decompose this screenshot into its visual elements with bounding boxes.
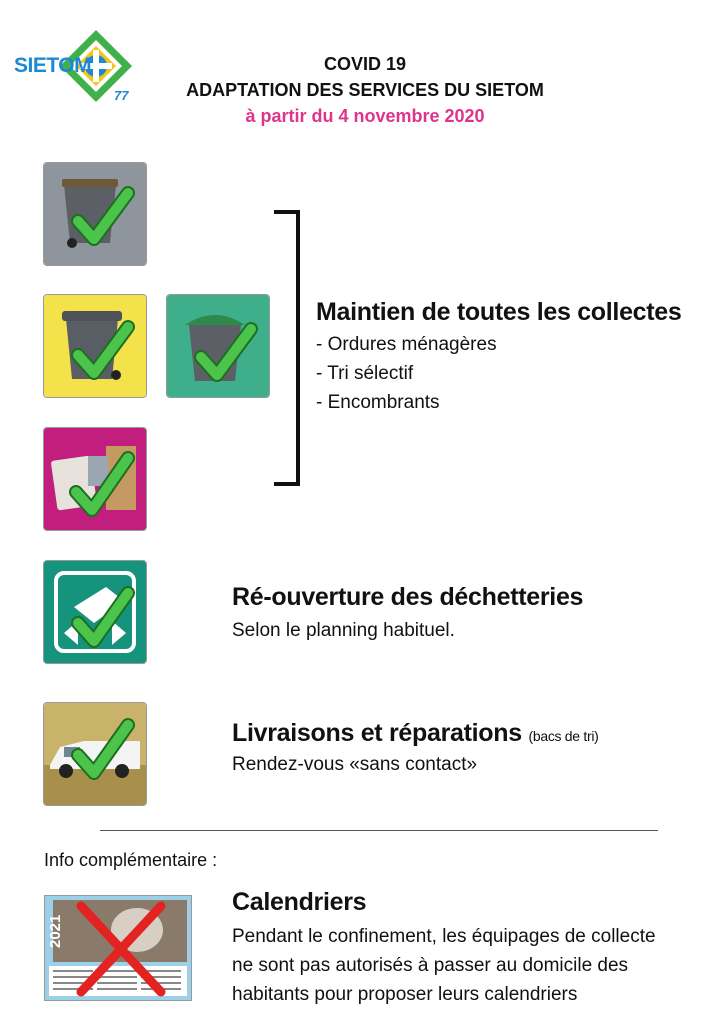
- header-line-1: COVID 19: [323, 54, 407, 74]
- decheterie-tile: [43, 560, 147, 664]
- livraisons-title: [232, 719, 599, 748]
- calendar-crossed-icon: [45, 896, 191, 1000]
- green-bin-icon: [167, 295, 269, 397]
- sietom-logo: [14, 28, 144, 108]
- logo-number: 77: [114, 88, 129, 103]
- collectes-bracket: [274, 210, 300, 486]
- encombrants-tile: [43, 427, 147, 531]
- header-line-2: ADAPTATION DES SERVICES DU SIETOM: [186, 80, 544, 100]
- collectes-item: - Ordures ménagères: [316, 334, 497, 355]
- recycling-center-icon: [44, 561, 146, 663]
- livraisons-title-text: Livraisons et réparations: [232, 719, 522, 747]
- livraisons-note: (bacs de tri): [528, 728, 599, 744]
- calendriers-line: ne sont pas autorisés à passer au domicile des: [232, 955, 629, 976]
- calendriers-line: Pendant le confinement, les équipages de collecte: [232, 926, 656, 947]
- calendriers-title: Calendriers: [232, 888, 367, 916]
- collectes-item: - Tri sélectif: [316, 363, 414, 384]
- calendriers-text: [232, 922, 656, 1009]
- section-divider: [100, 830, 658, 831]
- livraison-tile: [43, 702, 147, 806]
- calendriers-line: habitants pour proposer leurs calendriers: [232, 984, 578, 1005]
- delivery-van-icon: [44, 703, 146, 805]
- header-date: à partir du 4 novembre 2020: [245, 106, 485, 126]
- info-label: Info complémentaire :: [44, 850, 218, 870]
- decheteries-subtitle: Selon le planning habituel.: [232, 620, 455, 641]
- yellow-bin-icon: [44, 295, 146, 397]
- logo-text: SIETOM: [14, 54, 92, 77]
- calendar-year: 2021: [47, 914, 64, 948]
- grey-bin-icon: [44, 163, 146, 265]
- ordures-bin-tile: [43, 162, 147, 266]
- bulky-waste-icon: [44, 428, 146, 530]
- decheteries-title: Ré-ouverture des déchetteries: [232, 583, 584, 611]
- collectes-item: - Encombrants: [316, 392, 440, 413]
- collectes-title: Maintien de toutes les collectes: [316, 298, 682, 326]
- livraisons-subtitle: Rendez-vous «sans contact»: [232, 754, 478, 775]
- tri-bin-tile: [43, 294, 147, 398]
- verre-bin-tile: [166, 294, 270, 398]
- calendrier-tile: [44, 895, 192, 1001]
